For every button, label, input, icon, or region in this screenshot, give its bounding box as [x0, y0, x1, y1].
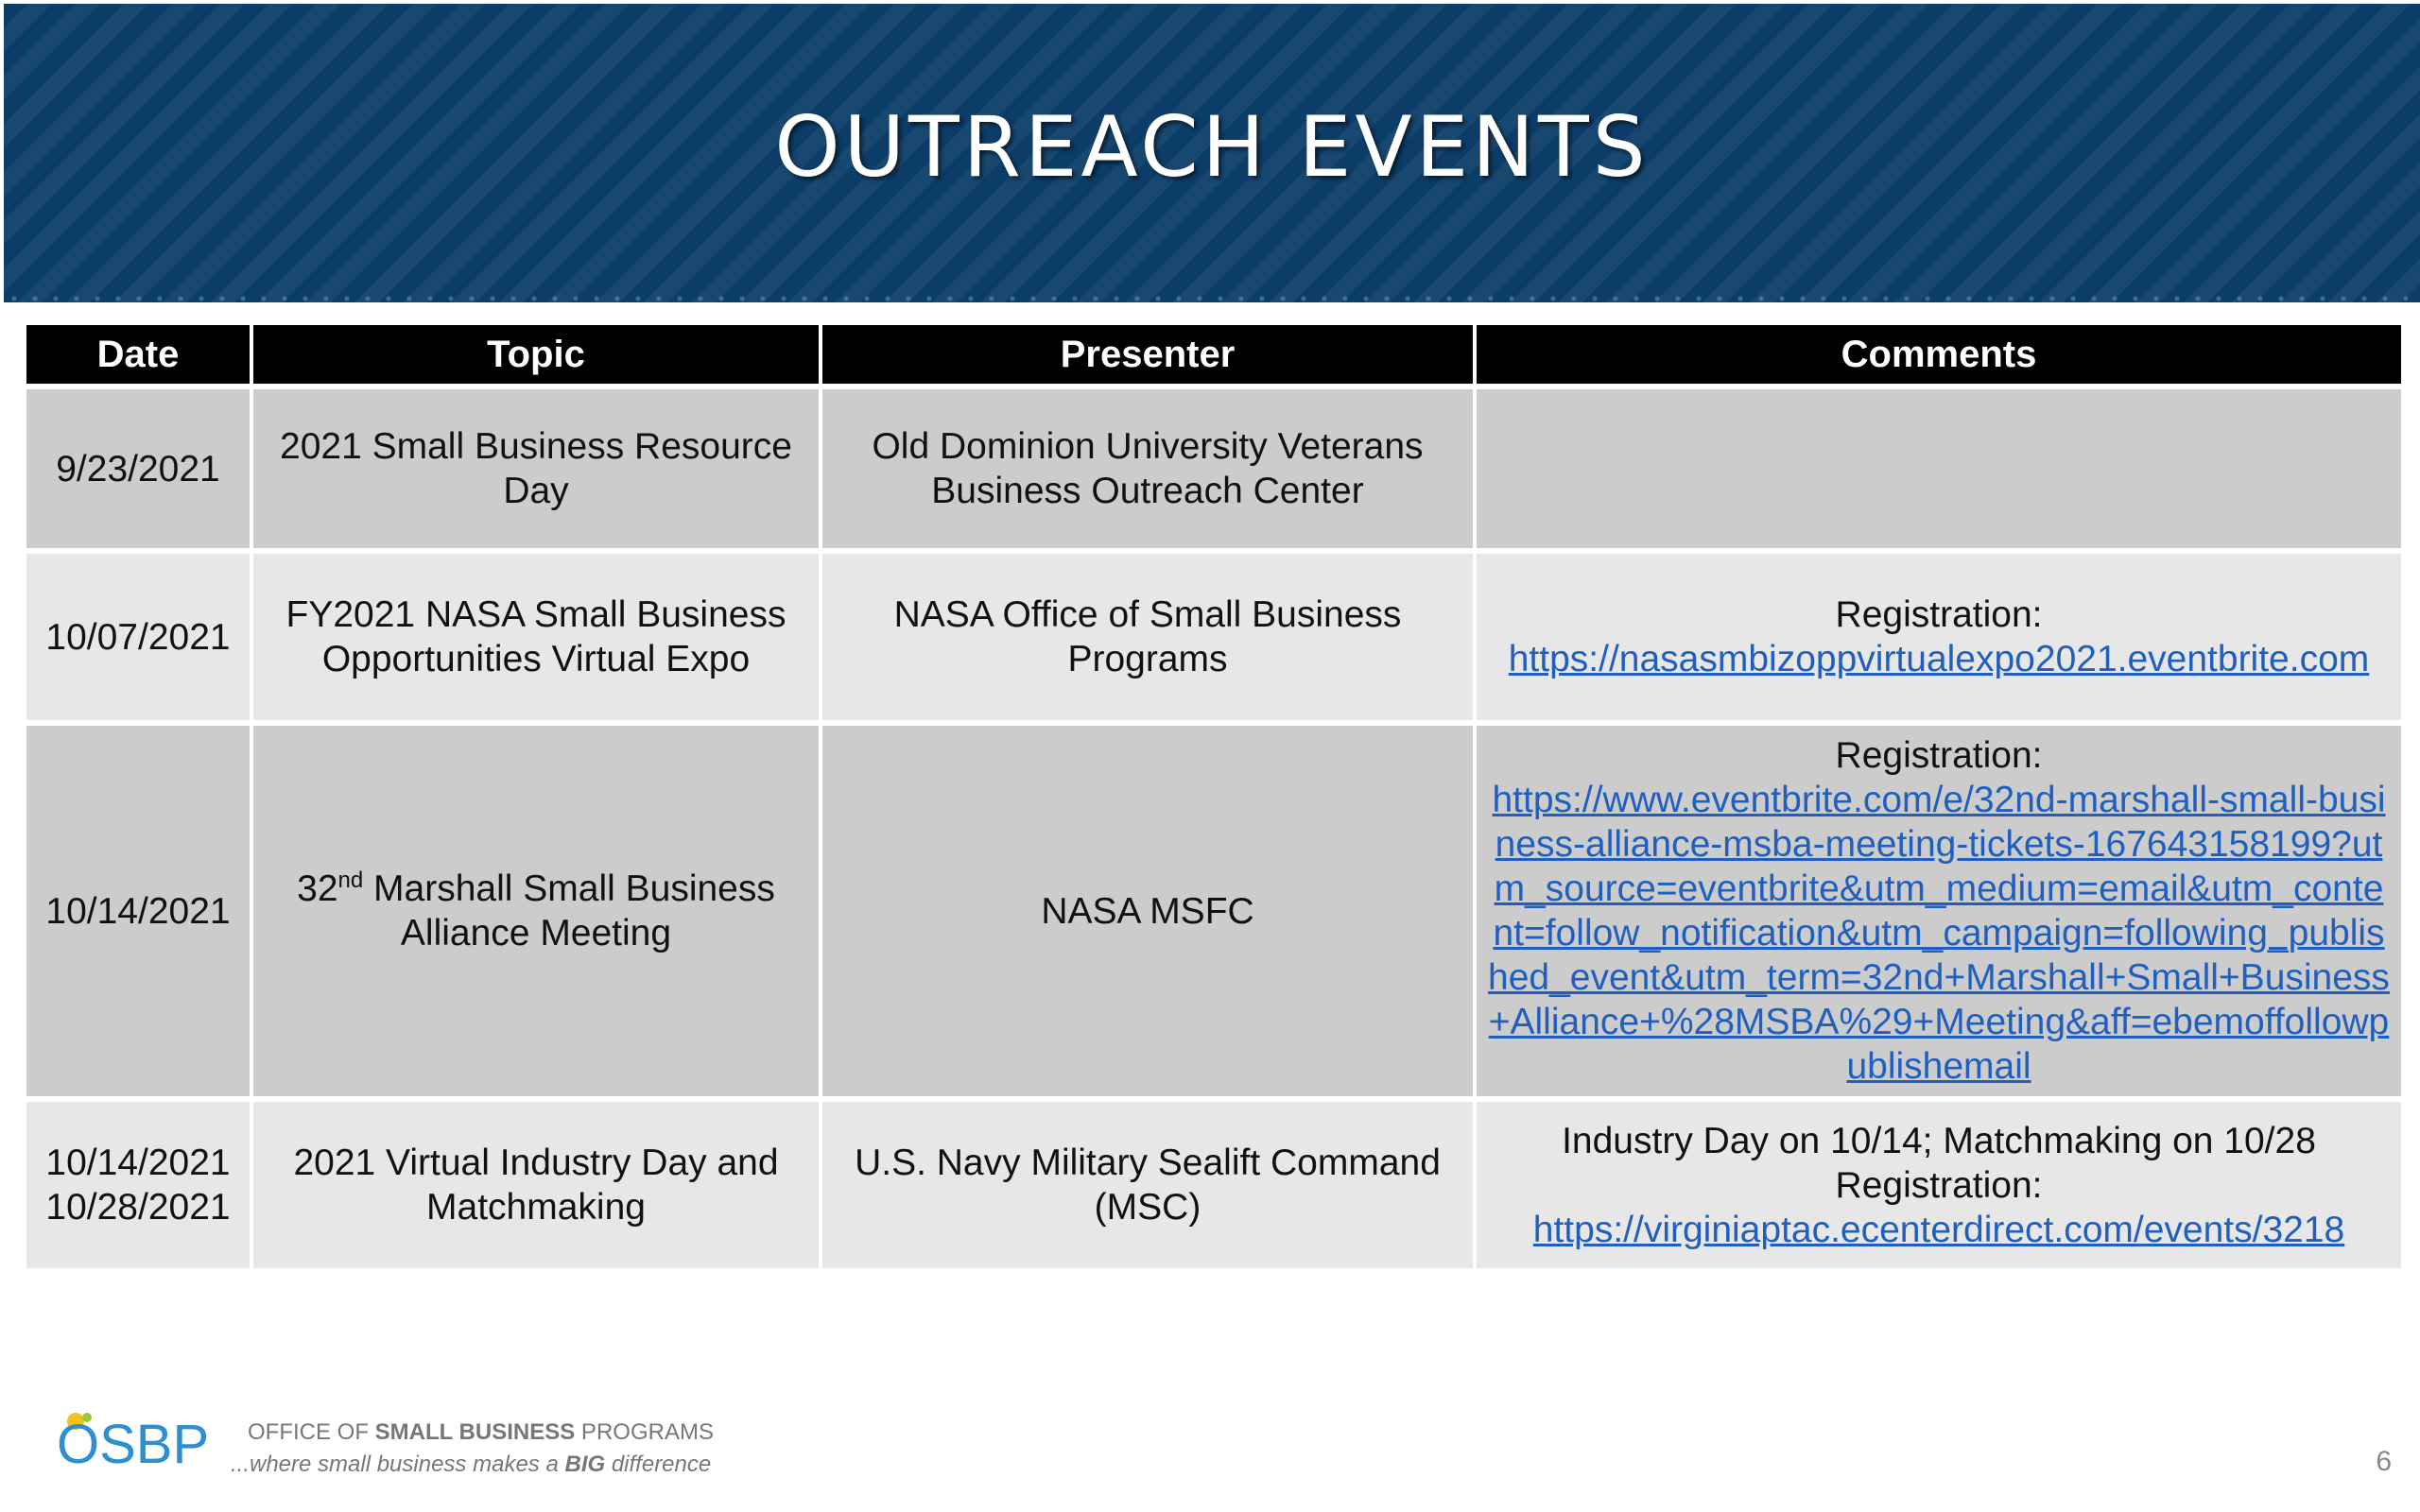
comments-cell: [1477, 1102, 2401, 1268]
presenter-cell: Old Dominion University Veterans Business Outreach Center: [822, 389, 1473, 548]
topic-text: Marshall Small Business Alliance Meeting: [363, 868, 775, 954]
table-row: [26, 389, 2401, 548]
comments-cell: [1477, 726, 2401, 1096]
registration-link[interactable]: https://www.eventbrite.com/e/32nd-marshall-small-business-alliance-msba-meeting-tickets-167643158199?utm_source=eventbrite&utm_medium=email&utm_content=follow_notification&utm_campaign=following_published_event&utm_term=32nd+Marshall+Small+Business+Alliance+%28MSBA%29+Meeting&aff=ebemoffollowpublishemail: [1488, 780, 2390, 1087]
footer-office-highlight: SMALL BUSINESS: [374, 1419, 576, 1445]
footer-tagline-suffix: difference: [605, 1452, 712, 1477]
column-header-presenter: Presenter: [822, 325, 1473, 384]
topic-cell: [253, 726, 819, 1096]
presenter-cell: NASA Office of Small Business Programs: [822, 554, 1473, 720]
events-table: [23, 319, 2405, 1274]
osbp-logo: [55, 1408, 234, 1474]
table-header-row: [26, 325, 2401, 384]
table-row: [26, 554, 2401, 720]
date-start: 10/14/2021: [45, 1143, 231, 1183]
table-row: [26, 1102, 2401, 1268]
date-cell: 10/07/2021: [26, 554, 250, 720]
date-end: 10/28/2021: [45, 1187, 231, 1228]
column-header-date: Date: [26, 325, 250, 384]
presenter-cell: U.S. Navy Military Sealift Command (MSC): [822, 1102, 1473, 1268]
footer-tagline-prefix: ...where small business makes a: [231, 1452, 565, 1477]
registration-label: Registration:: [1835, 735, 2043, 776]
topic-cell: 2021 Virtual Industry Day and Matchmaking: [253, 1102, 819, 1268]
footer-tagline: [231, 1452, 711, 1478]
footer-office-prefix: OFFICE OF: [248, 1419, 375, 1445]
banner-dot-strip: [4, 295, 2420, 302]
title-banner: [4, 4, 2420, 302]
date-cell: 10/14/2021: [26, 726, 250, 1096]
footer-office-name: [248, 1419, 714, 1446]
comment-note: Industry Day on 10/14; Matchmaking on 10/28: [1562, 1120, 2316, 1161]
registration-link[interactable]: https://virginiaptac.ecenterdirect.com/events/3218: [1532, 1209, 2345, 1250]
topic-cell: FY2021 NASA Small Business Opportunities Virtual Expo: [253, 554, 819, 720]
topic-number: 32: [297, 868, 338, 909]
registration-link[interactable]: https://nasasmbizoppvirtualexpo2021.eventbrite.com: [1508, 639, 2370, 679]
column-header-comments: Comments: [1477, 325, 2401, 384]
table-row: [26, 726, 2401, 1096]
footer-office-suffix: PROGRAMS: [575, 1419, 714, 1445]
comments-cell: [1477, 389, 2401, 548]
comments-cell: [1477, 554, 2401, 720]
column-header-topic: Topic: [253, 325, 819, 384]
topic-cell: 2021 Small Business Resource Day: [253, 389, 819, 548]
page-number: 6: [2376, 1446, 2392, 1477]
footer-tagline-highlight: BIG: [564, 1452, 606, 1477]
date-cell: [26, 1102, 250, 1268]
date-cell: 9/23/2021: [26, 389, 250, 548]
presenter-cell: NASA MSFC: [822, 726, 1473, 1096]
registration-label: Registration:: [1835, 594, 2043, 635]
topic-ordinal-suffix: nd: [337, 868, 364, 893]
page-title: OUTREACH EVENTS: [774, 98, 1650, 196]
registration-label: Registration:: [1835, 1164, 2043, 1206]
osbp-logo-text: OSBP: [57, 1414, 210, 1474]
